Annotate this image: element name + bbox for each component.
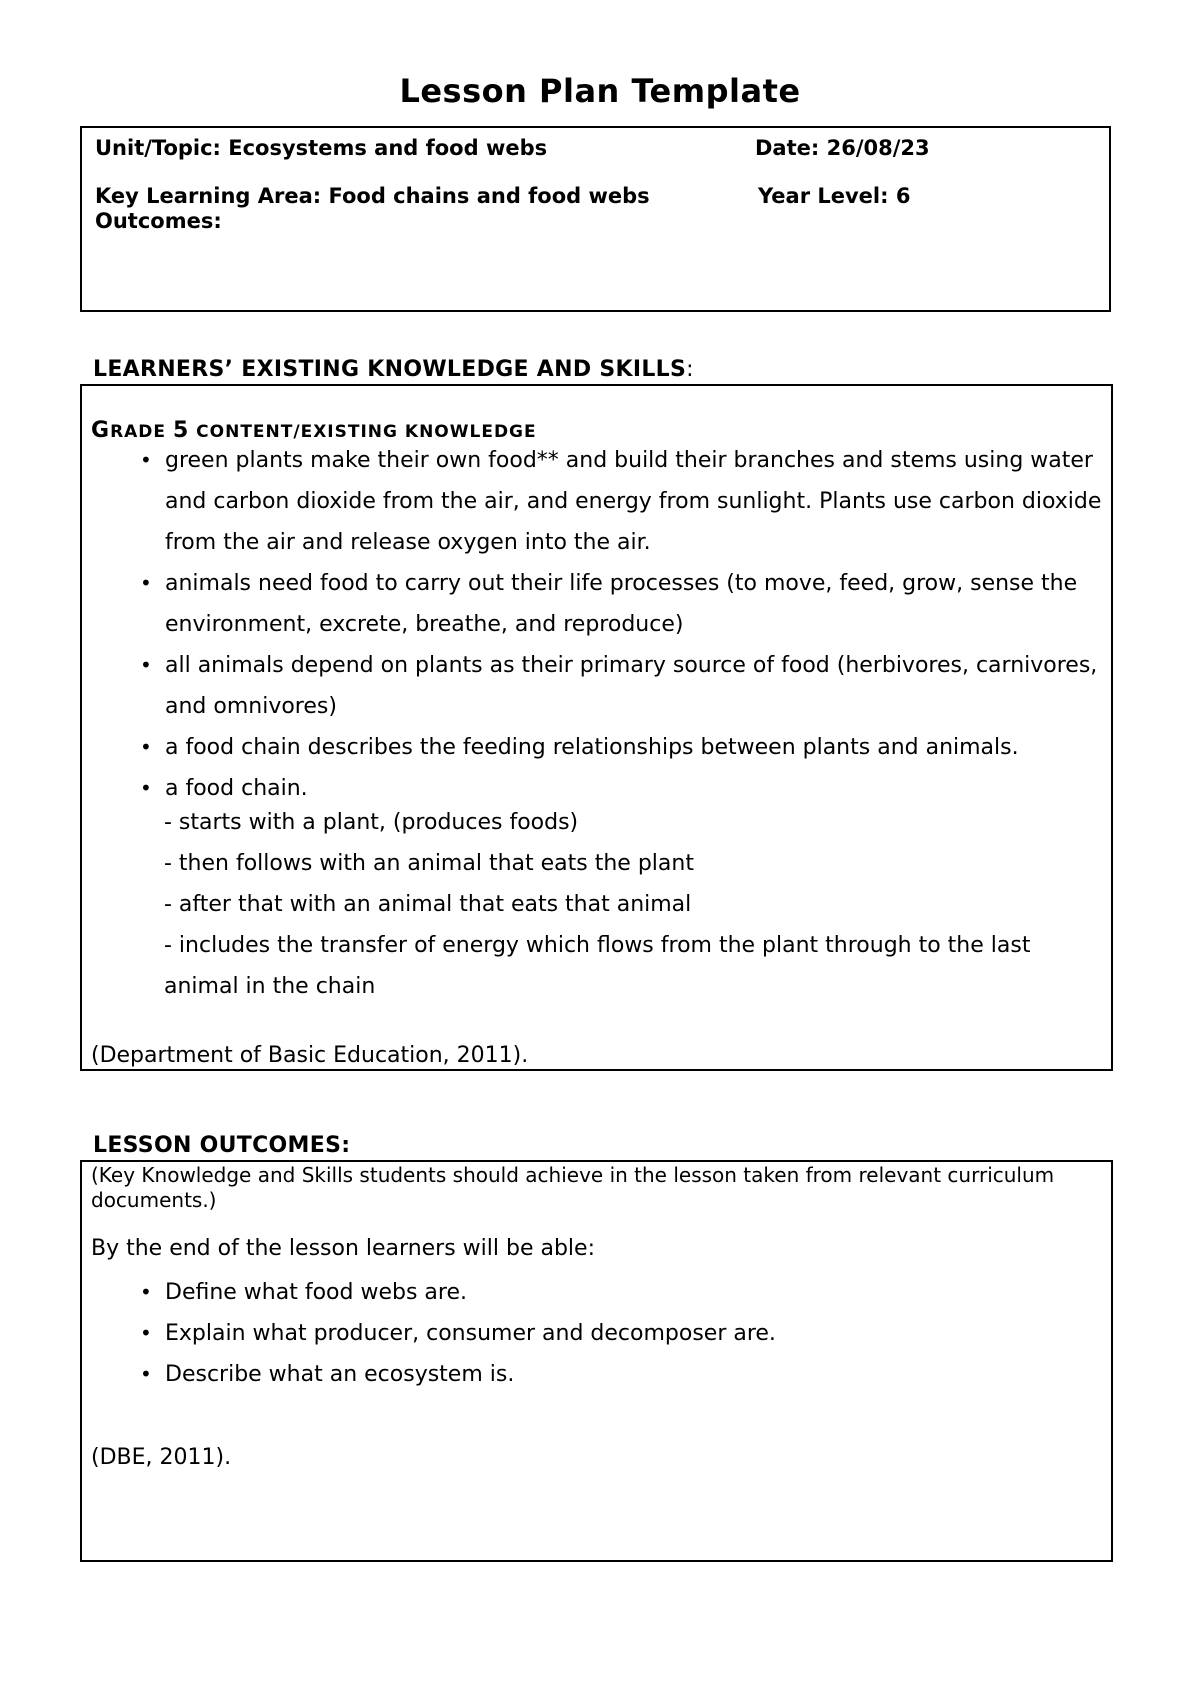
date-label: Date: 26/08/23 (755, 136, 930, 160)
list-item: • Explain what producer, consumer and decomposer are. (95, 1313, 1110, 1354)
lesson-outcomes-note: (Key Knowledge and Skills students should achieve in the lesson taken from relevant curriculum documents.) (91, 1163, 1055, 1212)
list-item: • Define what food webs are. (95, 1272, 1110, 1313)
unit-topic-label: Unit/Topic: Ecosystems and food webs (95, 136, 548, 160)
existing-knowledge-citation: (Department of Basic Education, 2011). (91, 1043, 529, 1068)
lesson-outcomes-list (95, 1272, 1110, 1395)
list-item: • animals need food to carry out their life processes (to move, feed, grow, sense the environment, excrete, breathe, and reproduce) (95, 563, 1110, 645)
chain-step: - then follows with an animal that eats the plant (164, 851, 694, 876)
list-item: • a food chain. (95, 768, 1110, 809)
list-item: • Describe what an ecosystem is. (95, 1354, 1110, 1395)
lesson-outcomes-lead: By the end of the lesson learners will be able: (91, 1236, 595, 1261)
key-learning-area-label: Key Learning Area: Food chains and food webs (95, 184, 650, 208)
chain-step: - starts with a plant, (produces foods) (164, 810, 579, 835)
lesson-outcomes-citation: (DBE, 2011). (91, 1445, 232, 1470)
outcomes-label: Outcomes: (95, 209, 222, 233)
list-item: • a food chain describes the feeding relationships between plants and animals. (95, 727, 1110, 768)
page-title: Lesson Plan Template (399, 72, 801, 110)
list-item: • all animals depend on plants as their primary source of food (herbivores, carnivores, and omnivores) (95, 645, 1110, 727)
grade-content-subheading: GRADE 5 CONTENT/EXISTING KNOWLEDGE (91, 418, 537, 443)
lesson-outcomes-heading: LESSON OUTCOMES: (93, 1133, 351, 1158)
year-level-label: Year Level: 6 (758, 184, 911, 208)
chain-step: animal in the chain (164, 974, 376, 999)
chain-step: - includes the transfer of energy which flows from the plant through to the last (164, 933, 1031, 958)
chain-step: - after that with an animal that eats that animal (164, 892, 692, 917)
list-item: • green plants make their own food** and build their branches and stems using water and carbon dioxide from the air, and energy from sunlight. Plants use carbon dioxide from the air and release oxygen into the air. (95, 440, 1110, 563)
existing-knowledge-heading: LEARNERS’ EXISTING KNOWLEDGE AND SKILLS: (93, 357, 694, 382)
existing-knowledge-list (95, 440, 1110, 809)
